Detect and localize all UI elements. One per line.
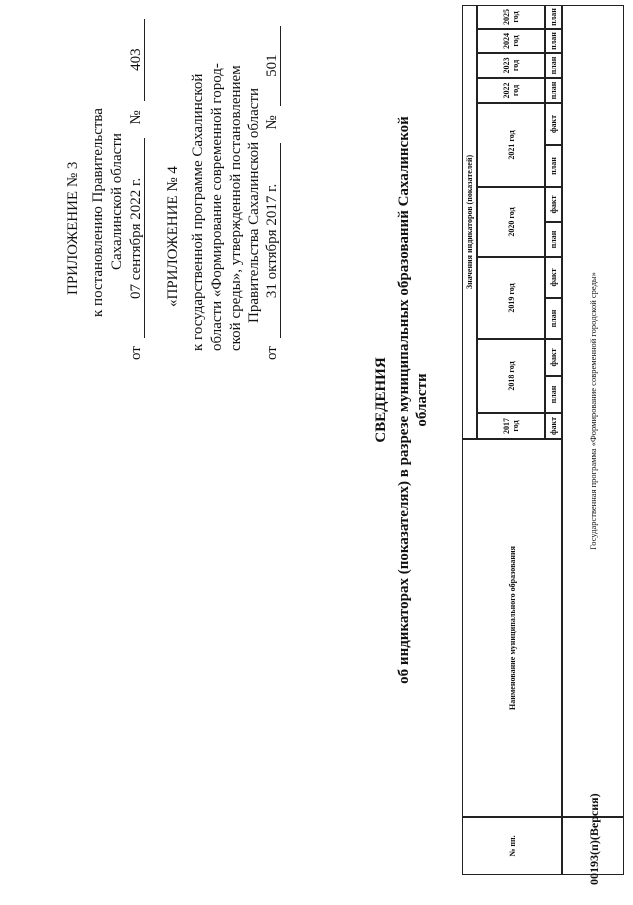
year-2017	[477, 413, 545, 439]
sub-label: план	[549, 230, 558, 249]
header-number-label: № пп.	[507, 835, 517, 857]
appendix-4-from-label: от	[264, 346, 280, 360]
appendix-3-number: 403	[129, 19, 145, 101]
header-number-col	[462, 817, 562, 875]
year-2024	[477, 29, 545, 53]
indicators-table	[462, 5, 624, 875]
sub-label: план	[549, 157, 558, 175]
sub-label: факт	[549, 114, 558, 134]
sub-2021-plan	[545, 145, 562, 187]
sub-2019-fact	[545, 257, 562, 298]
sub-2017-fact	[545, 413, 562, 439]
year-2021	[477, 103, 545, 187]
year-2021-label: 2021 год	[506, 130, 516, 160]
sub-2018-plan	[545, 376, 562, 413]
sub-2019-plan	[545, 298, 562, 339]
sub-2022-plan	[545, 78, 562, 103]
sub-label: факт	[549, 416, 558, 436]
year-2023-label: 2023 год	[502, 57, 520, 74]
sub-2020-plan	[545, 222, 562, 257]
sub-2024-plan	[545, 29, 562, 53]
appendix-4-line3: ской среды», утвержденной постановлением	[228, 65, 244, 351]
year-2022	[477, 78, 545, 103]
appendix-3-from-label: от	[128, 346, 144, 360]
sub-2025-plan	[545, 5, 562, 29]
sub-label: план	[549, 385, 558, 404]
year-2017-label: 2017 год	[502, 418, 520, 434]
document-title: СВЕДЕНИЯ	[373, 357, 389, 443]
year-2018-label: 2018 год	[506, 361, 516, 391]
year-2020-label: 2020 год	[506, 207, 516, 237]
document-subtitle-line1: об индикаторах (показателях) в разрезе муниципальных образований Сахалинской	[396, 116, 412, 684]
sub-label: факт	[549, 268, 558, 287]
appendix-3-num-label: №	[128, 110, 144, 125]
year-2023	[477, 53, 545, 78]
document-code: 00193(п)(Версия)	[587, 793, 601, 885]
year-2019	[477, 257, 545, 339]
year-2024-label: 2024 год	[502, 33, 520, 49]
header-name-col	[462, 439, 562, 817]
sub-2023-plan	[545, 53, 562, 78]
year-2025-label: 2025 год	[502, 9, 520, 25]
appendix-4-line1: к государственной программе Сахалинской	[190, 73, 206, 351]
sub-2020-fact	[545, 187, 562, 222]
sub-label: план	[549, 56, 558, 75]
year-2025	[477, 5, 545, 29]
appendix-3-title: ПРИЛОЖЕНИЕ № 3	[65, 161, 81, 295]
appendix-4-num-label: №	[264, 115, 280, 130]
appendix-4-date: 31 октября 2017 г.	[265, 143, 281, 338]
sub-label: факт	[549, 348, 558, 367]
appendix-4-line2: области «Формирование современной город-	[209, 63, 225, 351]
sub-label: план	[549, 81, 558, 100]
sub-2018-fact	[545, 339, 562, 376]
sub-label: план	[549, 32, 558, 50]
sub-label: план	[549, 8, 558, 26]
appendix-3-date: 07 сентября 2022 г.	[129, 138, 145, 338]
year-2019-label: 2019 год	[506, 283, 516, 313]
appendix-4-line4: Правительства Сахалинской области	[246, 87, 262, 323]
document-subtitle-line2: области	[414, 373, 430, 427]
sub-2021-fact	[545, 103, 562, 145]
header-name-label: Наименование муниципального образования	[507, 546, 517, 710]
appendix-3-line2: Сахалинской области	[109, 133, 125, 270]
appendix-4-number: 501	[265, 26, 281, 106]
header-values-label: Значения индикаторов (показателей)	[465, 154, 474, 290]
sub-label: факт	[549, 195, 558, 214]
appendix-4-date-line	[265, 26, 281, 360]
appendix-3-line1: к постановлению Правительства	[90, 108, 106, 317]
sub-label: план	[549, 309, 558, 328]
year-2022-label: 2022 год	[502, 82, 520, 99]
program-row-label: Государственная программа «Формирование современной городской среды»	[587, 272, 598, 550]
appendix-3-date-line	[129, 19, 145, 360]
program-row	[562, 5, 624, 817]
header-values	[462, 5, 477, 439]
year-2020	[477, 187, 545, 257]
year-2018	[477, 339, 545, 413]
appendix-4-title: «ПРИЛОЖЕНИЕ № 4	[165, 166, 181, 307]
